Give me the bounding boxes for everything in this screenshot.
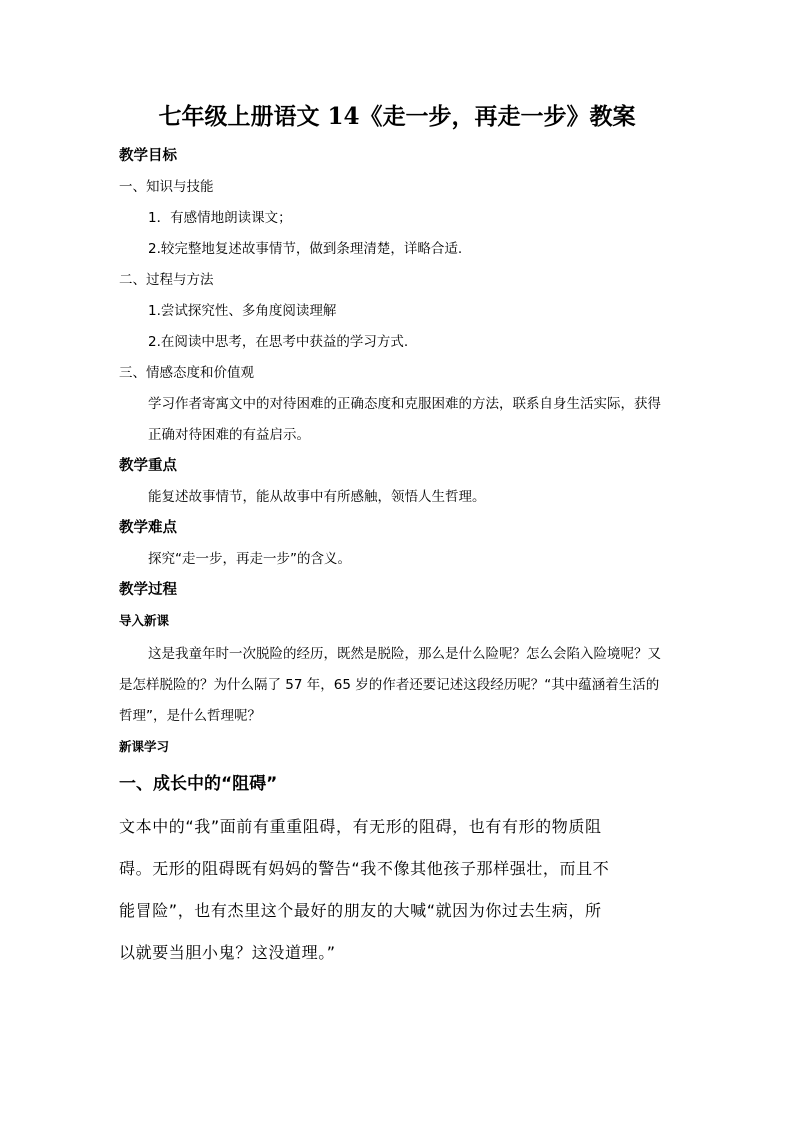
- key-points-heading: 教学重点: [119, 458, 177, 474]
- objective-item: 2.较完整地复述故事情节，做到条理清楚，详略合适.: [148, 241, 463, 257]
- body-line: 文本中的“我”面前有重重阻碍，有无形的阻碍，也有有形的物质阻: [119, 817, 602, 836]
- body-line: 碍。无形的阻碍既有妈妈的警告“我不像其他孩子那样强壮，而且不: [119, 859, 610, 878]
- objective-section-label: 三、情感态度和价值观: [119, 365, 254, 381]
- objective-item: 正确对待困难的有益启示。: [148, 427, 310, 443]
- section-title: 一、成长中的“阻碍”: [119, 774, 278, 794]
- objective-section-label: 一、知识与技能: [119, 179, 214, 195]
- objective-item: 学习作者寄寓文中的对待困难的正确态度和克服困难的方法，联系自身生活实际，获得: [148, 396, 661, 412]
- objective-item: 2.在阅读中思考，在思考中获益的学习方式.: [148, 334, 409, 350]
- intro-line: 是怎样脱险的？为什么隔了 57 年，65 岁的作者还要记述这段经历呢？“其中蕴涵着生活的: [119, 677, 660, 693]
- body-line: 以就要当胆小鬼？这没道理。”: [119, 943, 336, 962]
- objective-section-label: 二、过程与方法: [119, 272, 214, 288]
- difficulties-heading: 教学难点: [119, 520, 177, 536]
- intro-heading: 导入新课: [119, 613, 170, 628]
- body-line: 能冒险”，也有杰里这个最好的朋友的大喊“就因为你过去生病，所: [119, 901, 602, 920]
- intro-line: 这是我童年时一次脱险的经历，既然是脱险，那么是什么险呢？怎么会陷入险境呢？又: [148, 646, 661, 662]
- difficulties-text: 探究“走一步，再走一步”的含义。: [148, 551, 351, 567]
- objective-item: 1.尝试探究性、多角度阅读理解: [148, 303, 337, 319]
- objectives-heading: 教学目标: [119, 148, 177, 164]
- key-points-text: 能复述故事情节，能从故事中有所感触，领悟人生哲理。: [148, 489, 486, 505]
- objective-item: 1．有感情地朗读课文；: [148, 210, 292, 226]
- new-lesson-heading: 新课学习: [119, 739, 170, 754]
- document-title: 七年级上册语文 14《走一步，再走一步》教案: [158, 103, 636, 130]
- intro-line: 哲理”，是什么哲理呢？: [119, 708, 261, 724]
- process-heading: 教学过程: [119, 582, 177, 598]
